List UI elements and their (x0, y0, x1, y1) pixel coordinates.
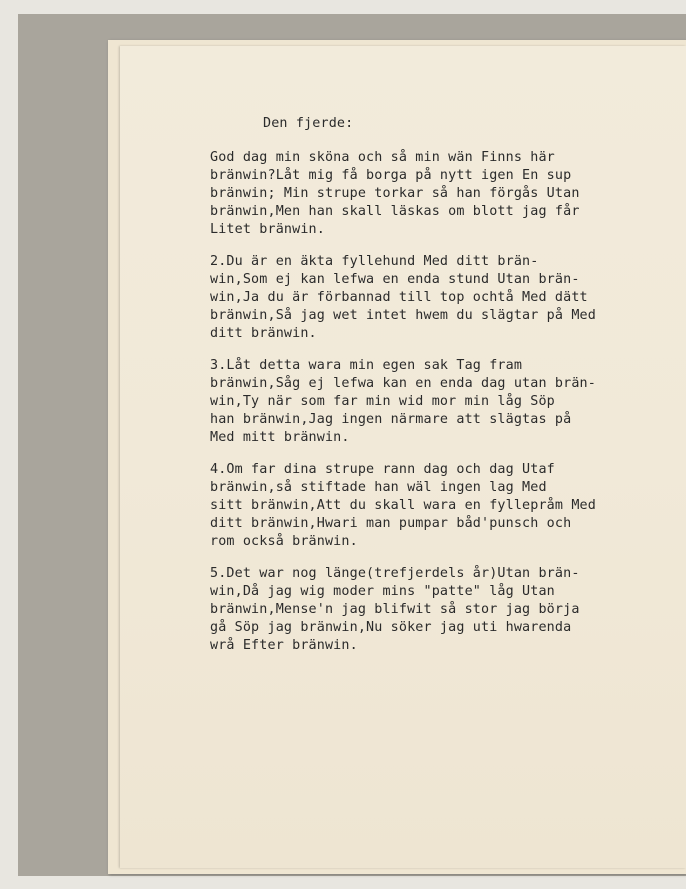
stanza-line: sitt bränwin,Att du skall wara en fyllepråm Med (210, 498, 596, 513)
stanza-line: Med mitt bränwin. (210, 430, 350, 445)
stanza-line: gå Söp jag bränwin,Nu söker jag uti hwarenda (210, 620, 572, 635)
stanza-line: bränwin; Min strupe torkar så han förgås Utan (210, 186, 580, 201)
stanza-line: win,Ja du är förbannad till top ochtå Med dätt (210, 290, 588, 305)
stanza-line: God dag min sköna och så min wän Finns här (210, 150, 555, 165)
stanza-2 (210, 253, 680, 343)
stanza-line: wrå Efter bränwin. (210, 638, 358, 653)
stanza-line: 2.Du är en äkta fyllehund Med ditt brän- (210, 254, 539, 269)
stanza-line: han bränwin,Jag ingen närmare att slägtas på (210, 412, 572, 427)
stanza-line: 3.Låt detta wara min egen sak Tag fram (210, 358, 523, 373)
stanza-line: 4.Om far dina strupe rann dag och dag Utaf (210, 462, 555, 477)
stanza-line: bränwin,så stiftade han wäl ingen lag Med (210, 480, 547, 495)
stanza-5 (210, 565, 680, 655)
stanza-1 (210, 149, 680, 239)
stanza-line: 5.Det war nog länge(trefjerdels år)Utan brän- (210, 566, 580, 581)
stanza-line: ditt bränwin,Hwari man pumpar båd'punsch och (210, 516, 572, 531)
stanza-line: win,Då jag wig moder mins "patte" låg Utan (210, 584, 555, 599)
page-title: Den fjerde: (263, 116, 354, 131)
stanza-line: bränwin,Så jag wet intet hwem du slägtar på Med (210, 308, 596, 323)
stanza-line: win,Ty när som far min wid mor min låg Söp (210, 394, 555, 409)
stanza-line: win,Som ej kan lefwa en enda stund Utan brän- (210, 272, 580, 287)
stanza-line: Litet bränwin. (210, 222, 325, 237)
typewritten-text (210, 115, 680, 669)
stanza-line: bränwin,Såg ej lefwa kan en enda dag utan brän- (210, 376, 596, 391)
stanza-line: ditt bränwin. (210, 326, 317, 341)
stanza-line: bränwin,Mense'n jag blifwit så stor jag börja (210, 602, 580, 617)
stanza-line: rom också bränwin. (210, 534, 358, 549)
stanza-line: bränwin,Men han skall läskas om blott jag får (210, 204, 580, 219)
stanza-4 (210, 461, 680, 551)
stanza-3 (210, 357, 680, 447)
stanza-line: bränwin?Låt mig få borga på nytt igen En sup (210, 168, 572, 183)
